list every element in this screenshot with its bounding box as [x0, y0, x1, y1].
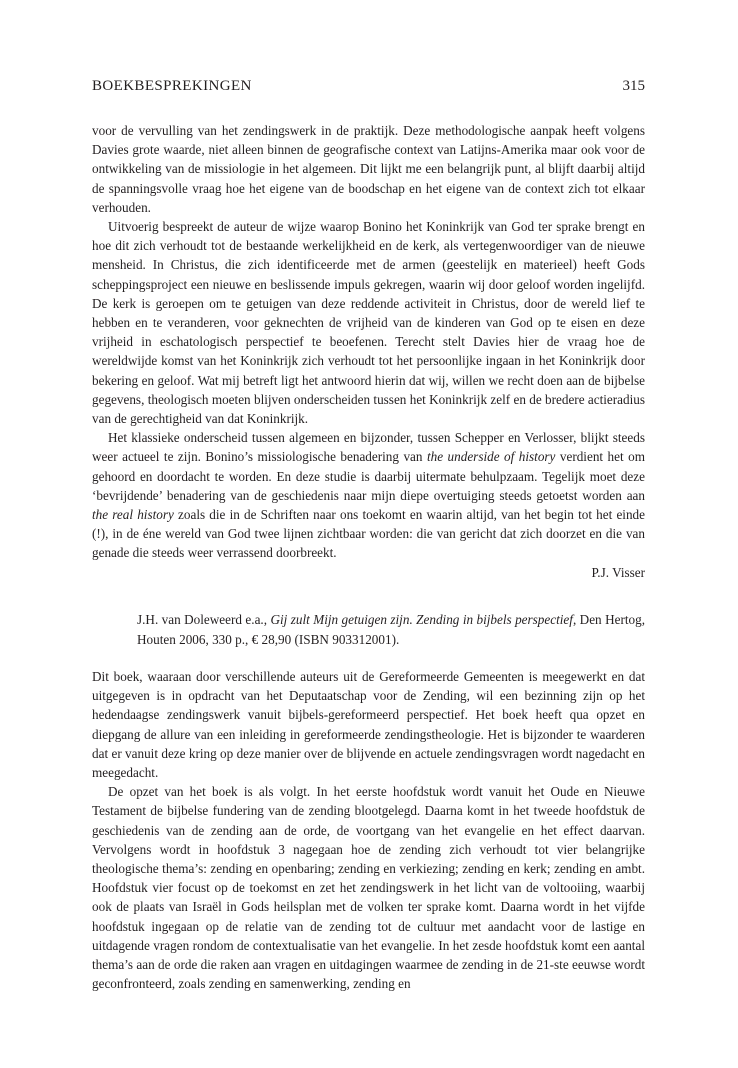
italic-phrase: the underside of history	[426, 449, 556, 465]
text-run: verdient het om gehoord en doordacht te worden. En deze studie is daarbij uitermate behulpzaam. Tegelijk moet deze ‘bevrijdende’ benadering van de geschiedenis naar mijn diepe overtuiging steeds getoetst worden aan	[92, 449, 645, 503]
page-header	[92, 78, 645, 100]
reference-details: , Den Hertog, Houten 2006, 330 p., € 28,90 (ISBN 903312001).	[137, 612, 645, 647]
paragraph	[92, 428, 645, 562]
reference-title: Gij zult Mijn getuigen zijn. Zending in bijbels perspectief	[270, 612, 573, 627]
reference-authors: J.H. van Doleweerd e.a.,	[137, 612, 271, 627]
book-reference	[137, 610, 645, 650]
paragraph: Dit boek, waaraan door verschillende auteurs uit de Gereformeerde Gemeenten is meegewerkt en dat uitgegeven is in opdracht van het Deputaatschap voor de Zending, wil een bezinning zijn op het hedendaagse zendingswerk vanuit bijbels-gereformeerd perspectief. Het boek heeft qua opzet en diepgang de allure van een inleiding in gereformeerde zendingstheologie. Het is bijzonder te waarderen dat er vanuit deze kring op deze manier over de blijvende en actuele zendingsvragen wordt nagedacht en meegedacht.	[92, 669, 645, 781]
reviewer-signature: P.J. Visser	[591, 564, 645, 580]
running-head: BOEKBESPREKINGEN	[92, 78, 252, 94]
text-run: zoals die in de Schriften naar ons toekomt en waarin altijd, van het begin tot het einde (!), in de éne wereld van God twee lijnen zichtbaar worden: die van gericht dat zich doorzet en die van genade die steeds weer verrassend doorbreekt.	[92, 507, 645, 561]
paragraph: De opzet van het boek is als volgt. In het eerste hoofdstuk wordt vanuit het Oude en Nieuwe Testament de bijbelse fundering van de zending blootgelegd. Daarna komt in het tweede hoofdstuk de geschiedenis van de zending aan de orde, de voortgang van het evangelie en het effect daarvan. Vervolgens wordt in hoofdstuk 3 nagegaan hoe de zending zich verhoudt tot vier belangrijke theologische thema’s: zending en openbaring; zending en verkiezing; zending en kerk; zending en ambt. Hoofdstuk vier focust op de toekomst en zet het zendingswerk in het licht van de voltooiing, waarbij ook de plaats van Israël in Gods heilsplan met de volken ter sprake komt. Daarna wordt in het vijfde hoofdstuk ingegaan op de relatie van de zending tot de cultuur met aandacht voor de lastige en uitdagende vragen rondom de contextualisatie van het evangelie. In het zesde hoofdstuk komt een aantal thema’s aan de orde die raken aan vragen en uitdagingen waarmee de zending in de 21-ste eeuwse wordt geconfronteerd, zoals zending en samenwerking, zending en	[92, 784, 645, 992]
italic-phrase: the real history	[92, 507, 174, 523]
paragraph: Uitvoerig bespreekt de auteur de wijze waarop Bonino het Koninkrijk van God ter sprake brengt en hoe dit zich verhoudt tot de bestaande werkelijkheid en de kerk, als vertegenwoordiger van de nieuwe mensheid. In Christus, die zich identificeerde met de armen (geestelijk en materieel) heeft Gods scheppingsproject een nieuwe en beslissende impuls gekregen, waarin wij door geloof worden ingelijfd. De kerk is geroepen om te getuigen van deze reddende activiteit in Christus, door de wereld lief te hebben en te veranderen, voor geknechten de vrijheid van de kinderen van God op te eisen en deze vrijheid in eschatologisch perspectief te beoefenen. Terecht stelt Davies hier de vraag hoe de wereldwijde komst van het Koninkrijk zich verhoudt tot het persoonlijke ingaan in het Koninkrijk door bekering en geloof. Wat mij betreft ligt het antwoord hierin dat wij, willen we recht doen aan de bijbelse gegevens, theologisch moeten blijven onderscheiden tussen het Koninkrijk zelf en de bredere actieradius van de gerechtigheid van dat Koninkrijk.	[92, 219, 645, 427]
review-visser	[92, 121, 645, 582]
text-run: Het klassieke onderscheid tussen algemeen en bijzonder, tussen Schepper en Verlosser, blijkt steeds weer actueel te zijn. Bonino’s missiologische benadering van	[92, 430, 645, 465]
paragraph: voor de vervulling van het zendingswerk in de praktijk. Deze methodologische aanpak heeft volgens Davies grote waarde, niet alleen binnen de geografische context van Latijns-Amerika maar ook voor de ontwikkeling van de missiologie in het algemeen. Dit lijkt me een belangrijk punt, al blijft daarbij altijd de spanningsvolle vraag hoe het eigene van de boodschap en het eigene van de context zich tot elkaar verhouden.	[92, 123, 645, 215]
page-number: 315	[622, 78, 645, 94]
review-doleweerd	[92, 667, 645, 993]
